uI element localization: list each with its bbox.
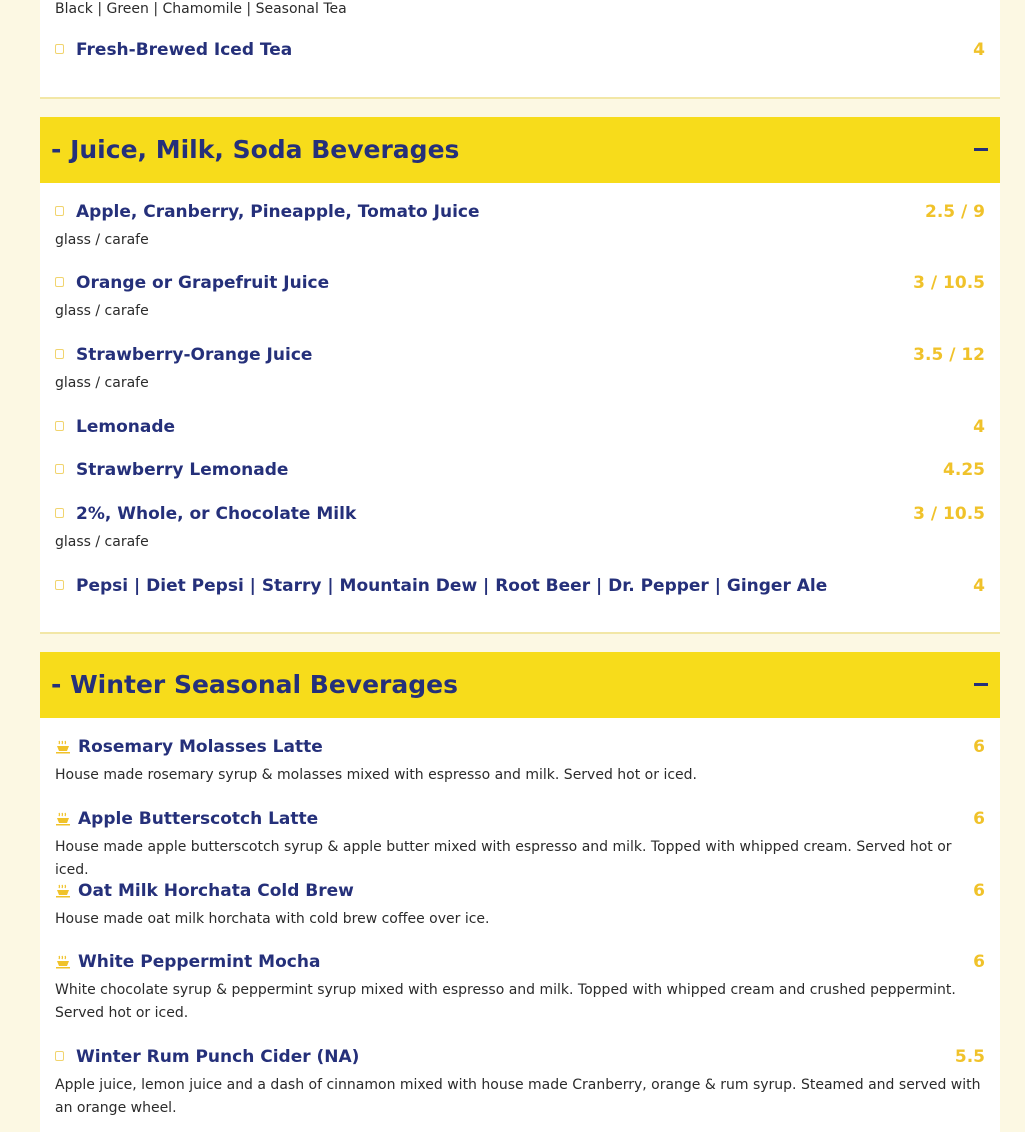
tea-panel — [40, 0, 1000, 99]
menu-item — [55, 806, 985, 882]
bullet-icon — [55, 508, 64, 518]
section-title: - Juice, Milk, Soda Beverages — [51, 135, 460, 164]
item-name: Strawberry-Orange Juice — [76, 345, 313, 365]
item-desc: House made oat milk horchata with cold brew coffee over ice. — [55, 911, 490, 927]
item-name: Strawberry Lemonade — [76, 460, 289, 480]
section-title: - Winter Seasonal Beverages — [51, 670, 458, 699]
item-name: Pepsi | Diet Pepsi | Starry | Mountain Dew | Root Beer | Dr. Pepper | Ginger Ale — [76, 576, 828, 596]
menu-item — [55, 501, 985, 554]
tea-varieties-desc: Black | Green | Chamomile | Seasonal Tea — [55, 1, 347, 17]
item-price: 6 — [973, 881, 985, 901]
item-price: 6 — [973, 809, 985, 829]
item-price: 4 — [973, 40, 985, 60]
item-price: 6 — [973, 952, 985, 972]
collapse-icon[interactable] — [974, 683, 988, 686]
item-price: 3 / 10.5 — [913, 273, 985, 293]
item-price: 4 — [973, 576, 985, 596]
bullet-icon — [55, 464, 64, 474]
item-price: 6 — [973, 737, 985, 757]
item-name: 2%, Whole, or Chocolate Milk — [76, 504, 357, 524]
collapse-icon[interactable] — [974, 148, 988, 151]
menu-item — [55, 199, 985, 252]
coffee-cup-icon — [55, 955, 71, 969]
menu-item — [55, 573, 985, 599]
item-name: Orange or Grapefruit Juice — [76, 273, 330, 293]
menu-item — [55, 734, 985, 787]
bullet-icon — [55, 206, 64, 216]
menu-item — [55, 342, 985, 395]
item-desc: House made apple butterscotch syrup & apple butter mixed with espresso and milk. Topped with whipped cream. Served hot or iced. — [55, 839, 952, 878]
item-desc: glass / carafe — [55, 232, 149, 248]
item-name: Fresh-Brewed Iced Tea — [76, 40, 293, 60]
item-name: Apple, Cranberry, Pineapple, Tomato Juice — [76, 202, 480, 222]
item-price: 5.5 — [954, 1047, 985, 1067]
menu-item — [55, 1044, 985, 1120]
item-desc: Apple juice, lemon juice and a dash of cinnamon mixed with house made Cranberry, orange & rum syrup. Steamed and served with an orange wheel. — [55, 1077, 981, 1116]
juice-milk-soda-section — [40, 117, 1000, 634]
bullet-icon — [55, 421, 64, 431]
menu-item — [55, 457, 985, 483]
section-header-juice[interactable] — [40, 117, 1000, 183]
item-desc: White chocolate syrup & peppermint syrup mixed with espresso and milk. Topped with whipped cream and crushed peppermint. Served hot or iced. — [55, 982, 956, 1021]
menu-item — [55, 878, 985, 931]
menu-item — [55, 37, 985, 63]
bullet-icon — [55, 580, 64, 590]
item-price: 2.5 / 9 — [925, 202, 985, 222]
coffee-cup-icon — [55, 884, 71, 898]
menu-item — [55, 414, 985, 440]
bullet-icon — [55, 1051, 64, 1061]
item-price: 3 / 10.5 — [913, 504, 985, 524]
item-name: Apple Butterscotch Latte — [78, 809, 319, 829]
item-name: Lemonade — [76, 417, 176, 437]
bullet-icon — [55, 44, 64, 54]
item-desc: glass / carafe — [55, 303, 149, 319]
item-desc: glass / carafe — [55, 375, 149, 391]
item-name: Winter Rum Punch Cider (NA) — [76, 1047, 360, 1067]
coffee-cup-icon — [55, 740, 71, 754]
winter-seasonal-section — [40, 652, 1000, 1132]
section-header-winter[interactable] — [40, 652, 1000, 718]
item-name: Rosemary Molasses Latte — [78, 737, 323, 757]
item-name: Oat Milk Horchata Cold Brew — [78, 881, 354, 901]
item-price: 4 — [973, 417, 985, 437]
item-price: 3.5 / 12 — [913, 345, 985, 365]
item-price: 4.25 — [943, 460, 985, 480]
coffee-cup-icon — [55, 812, 71, 826]
menu-item — [55, 949, 985, 1025]
bullet-icon — [55, 277, 64, 287]
menu-item — [55, 270, 985, 323]
item-name: White Peppermint Mocha — [78, 952, 321, 972]
bullet-icon — [55, 349, 64, 359]
item-desc: glass / carafe — [55, 534, 149, 550]
item-desc: House made rosemary syrup & molasses mixed with espresso and milk. Served hot or iced. — [55, 767, 697, 783]
